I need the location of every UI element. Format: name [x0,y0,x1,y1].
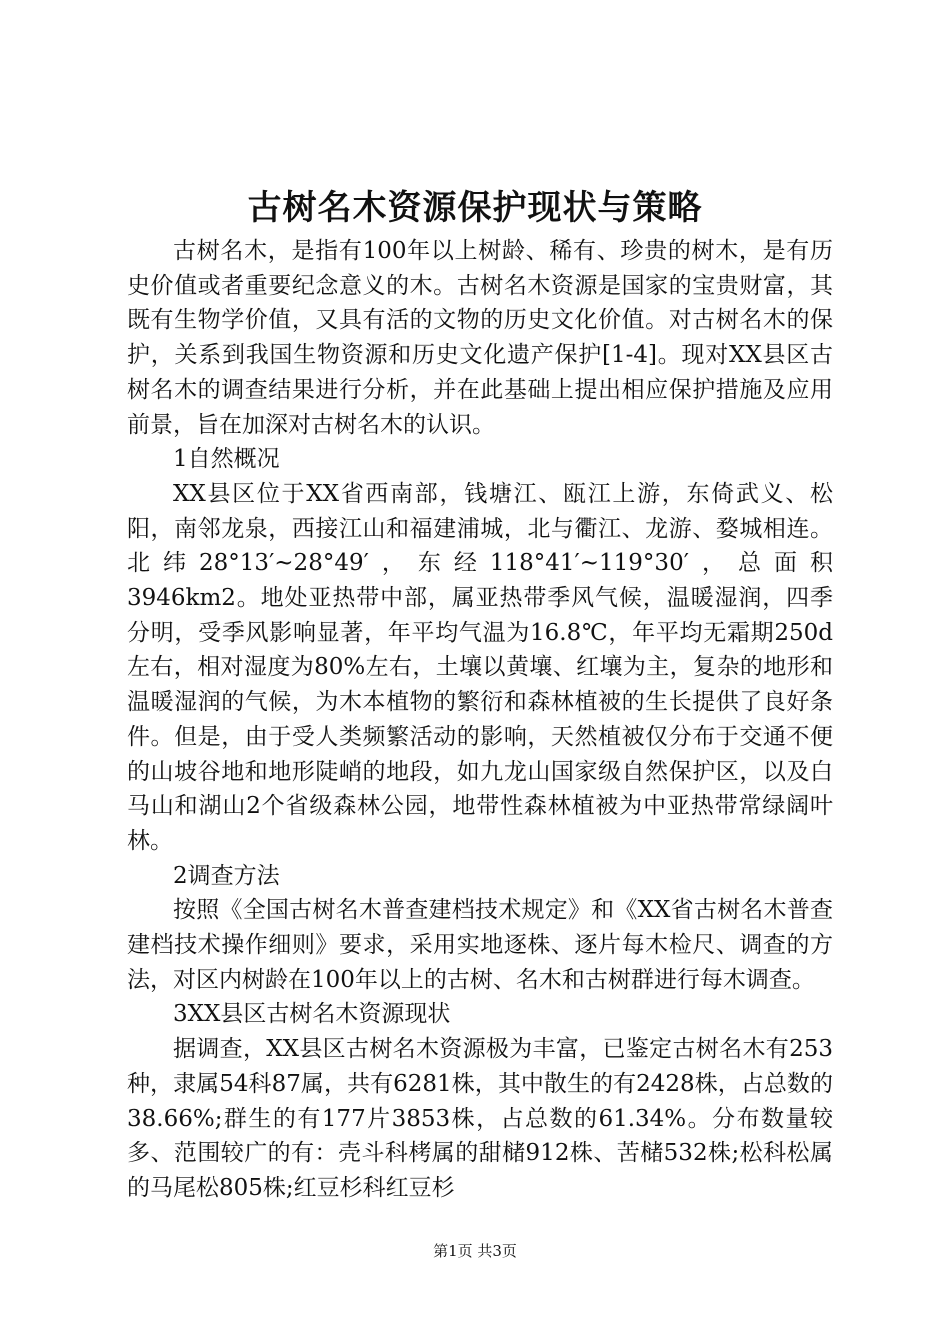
survey-method-paragraph: 按照《全国古树名木普查建档技术规定》和《XX省古树名木普查建档技术操作细则》要求，采用实地逐株、逐片每木检尺、调查的方法，对区内树龄在100年以上的古树、名木和古树群进行每木调查。 [127,897,833,993]
document-body [127,234,833,1206]
document-title: 古树名木资源保护现状与策略 [247,188,703,228]
section-heading-survey-method: 2调查方法 [173,862,280,889]
intro-paragraph: 古树名木，是指有100年以上树龄、稀有、珍贵的树木，是有历史价值或者重要纪念意义的木。古树名木资源是国家的宝贵财富，其既有生物学价值，又具有活的文物的历史文化价值。对古树名木的保护，关系到我国生物资源和历史文化遗产保护[1-4]。现对XX县区古树名木的调查结果进行分析，并在此基础上提出相应保护措施及应用前景，旨在加深对古树名木的认识。 [127,238,833,438]
section-heading-resource-status: 3XX县区古树名木资源现状 [173,1001,451,1028]
natural-overview-paragraph: XX县区位于XX省西南部，钱塘江、瓯江上游，东倚武义、松阳，南邻龙泉，西接江山和福建浦城，北与衢江、龙游、婺城相连。北纬28°13′~28°49′，东经118°41′~119°30′，总面积3946km2。地处亚热带中部，属亚热带季风气候，温暖湿润，四季分明，受季风影响显著，年平均气温为16.8℃，年平均无霜期250d左右，相对湿度为80%左右，土壤以黄壤、红壤为主，复杂的地形和温暖湿润的气候，为木本植物的繁衍和森林植被的生长提供了良好条件。但是，由于受人类频繁活动的影响，天然植被仅分布于交通不便的山坡谷地和地形陡峭的地段，如九龙山国家级自然保护区，以及白马山和湖山2个省级森林公园，地带性森林植被为中亚热带常绿阔叶林。 [127,480,833,854]
resource-status-paragraph: 据调查，XX县区古树名木资源极为丰富，已鉴定古树名木有253种，隶属54科87属，共有6281株，其中散生的有2428株，占总数的38.66%;群生的有177片3853株，占总数的61.34%。分布数量较多、范围较广的有：壳斗科栲属的甜槠912株、苦槠532株;松科松属的马尾松805株;红豆杉科红豆杉 [127,1036,833,1201]
section-heading-natural-overview: 1自然概况 [173,446,280,473]
page-number-footer: 第1页 共3页 [433,1242,517,1260]
